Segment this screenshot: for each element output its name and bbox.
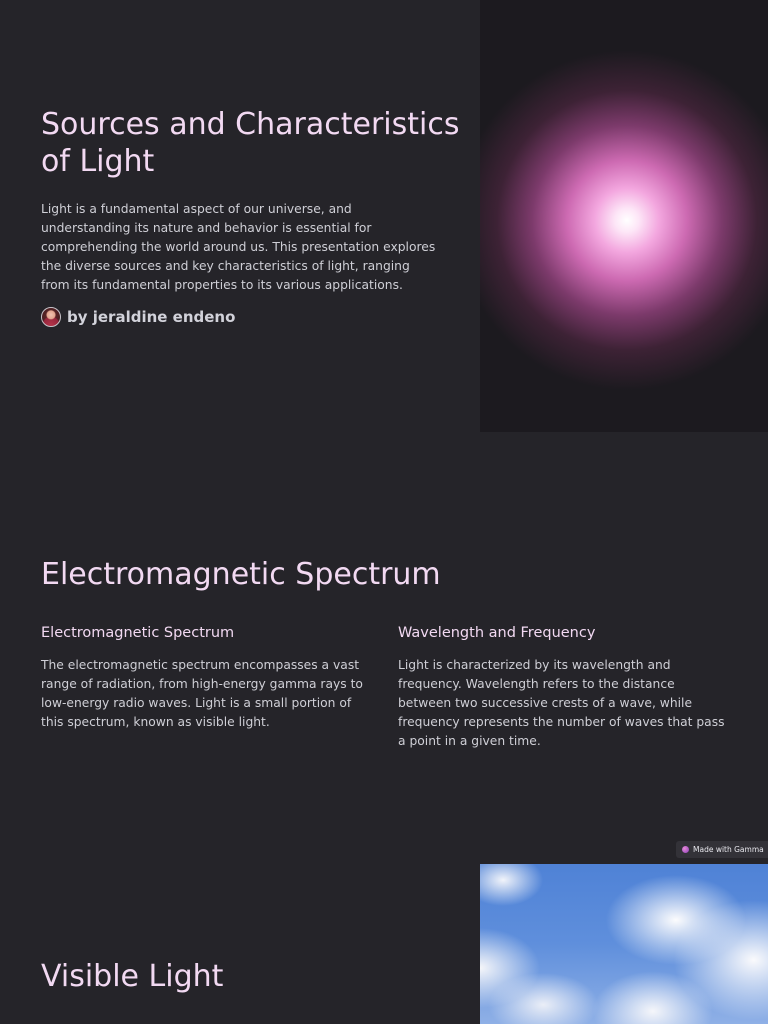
author-byline bbox=[41, 306, 235, 328]
column-text: The electromagnetic spectrum encompasses a vast range of radiation, from high-energy gamma rays to low-energy radio waves. Light is a small portion of this spectrum, known as visible light. bbox=[41, 658, 363, 729]
section-title-visible-light: Visible Light bbox=[41, 959, 224, 994]
slide-description: Light is a fundamental aspect of our universe, and understanding its nature and behavior is essential for comprehending the world around us. This presentation explores the diverse sources and key characteristics of light, ranging from its fundamental properties to its various applications. bbox=[41, 202, 436, 292]
author-name: by jeraldine endeno bbox=[67, 308, 236, 326]
column-heading: Wavelength and Frequency bbox=[398, 625, 596, 641]
badge-label: Made with Gamma bbox=[693, 845, 764, 854]
gamma-logo-icon bbox=[682, 846, 689, 853]
cloudy-sky-image bbox=[480, 864, 768, 1024]
column-text: Light is characterized by its wavelength and frequency. Wavelength refers to the distance between two successive crests of a wave, while frequency represents the number of waves that pass a point in a given time. bbox=[398, 658, 725, 748]
slide-title: Sources and Characteristics of Light bbox=[41, 107, 460, 179]
column-wavelength-frequency bbox=[398, 624, 728, 751]
avatar bbox=[41, 307, 61, 327]
made-with-gamma-badge[interactable] bbox=[676, 841, 768, 858]
pink-light-glow-image bbox=[480, 0, 768, 432]
column-electromagnetic-spectrum bbox=[41, 624, 371, 732]
section-title-electromagnetic-spectrum: Electromagnetic Spectrum bbox=[41, 557, 441, 592]
column-heading: Electromagnetic Spectrum bbox=[41, 625, 235, 641]
